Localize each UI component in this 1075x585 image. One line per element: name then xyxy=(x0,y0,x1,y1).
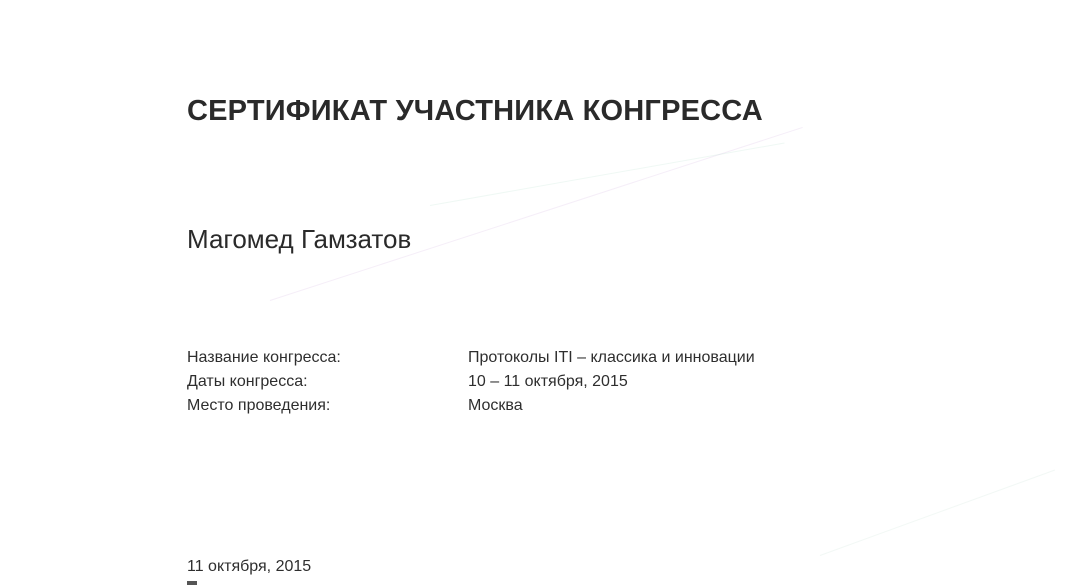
cut-off-text-fragment xyxy=(187,581,197,585)
congress-details xyxy=(187,346,755,418)
detail-row-congress-name xyxy=(187,346,755,370)
detail-label: Даты конгресса: xyxy=(187,373,308,390)
recipient-name: Магомед Гамзатов xyxy=(187,224,412,254)
scan-streak xyxy=(430,142,785,205)
scan-streak xyxy=(820,470,1055,556)
detail-value: 10 – 11 октября, 2015 xyxy=(468,373,628,390)
detail-value: Москва xyxy=(468,397,523,414)
detail-label: Место проведения: xyxy=(187,397,331,414)
issue-date: 11 октября, 2015 xyxy=(187,558,312,575)
detail-value: Протоколы ITI – классика и инновации xyxy=(468,349,755,366)
detail-row-venue xyxy=(187,394,755,418)
detail-row-congress-dates xyxy=(187,370,755,394)
detail-label: Название конгресса: xyxy=(187,349,341,366)
certificate-title: СЕРТИФИКАТ УЧАСТНИКА КОНГРЕССА xyxy=(187,95,763,127)
